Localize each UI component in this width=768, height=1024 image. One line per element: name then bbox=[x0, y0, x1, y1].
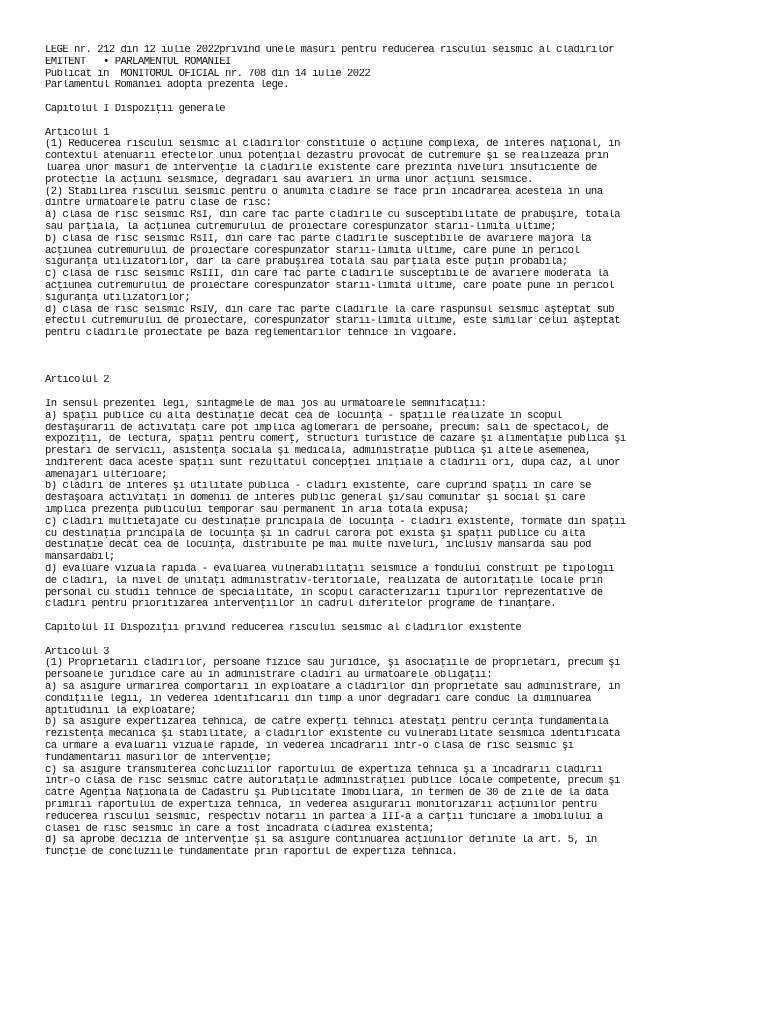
article-2 bbox=[45, 375, 745, 611]
article-1-line: siguranţa utilizatorilor; bbox=[45, 292, 191, 304]
article-3-line: d) să aprobe decizia de intervenţie şi să asigure continuarea acţiunilor definite la art. 5, în bbox=[45, 835, 597, 847]
article-2-line: c) clădiri multietajate cu destinaţie principală de locuinţă - clădiri existente, formate din spaţii bbox=[45, 516, 626, 528]
article-3-line: a) să asigure urmărirea comportării în exploatare a clădirilor din proprietate sau administrare, în bbox=[45, 682, 620, 694]
article-1-line: (1) Reducerea riscului seismic al clădirilor constituie o acţiune complexă, de interes naţional, în bbox=[45, 139, 620, 151]
article-1 bbox=[45, 128, 745, 340]
law-document bbox=[45, 45, 745, 859]
article-3-line: (1) Proprietarii clădirilor, persoane fizice sau juridice, şi asociaţiile de proprietari, precum şi bbox=[45, 658, 620, 670]
article-3-line: fundamentării măsurilor de intervenţie; bbox=[45, 752, 272, 764]
article-1-line: acţiunea cutremurului de proiectare corespunzător stării-limită ultime, care pune în pericol bbox=[45, 245, 580, 257]
article-2-line: implică prezenţa publicului temporar sau permanent în aria totală expusă; bbox=[45, 505, 469, 517]
article-1-title: Articolul 1 bbox=[45, 127, 109, 139]
article-1-line: luarea unor măsuri de intervenţie la clădirile existente care prezintă niveluri insuficiente de bbox=[45, 162, 597, 174]
article-1-line: d) clasa de risc seismic RsIV, din care fac parte clădirile la care răspunsul seismic aşteptat sub bbox=[45, 304, 615, 316]
article-2-line: de clădiri, la nivel de unităţi administrativ-teritoriale, realizată de autorităţile locale prin bbox=[45, 575, 603, 587]
article-3-line: clasei de risc seismic în care a fost încadrată clădirea existentă; bbox=[45, 823, 435, 835]
article-1-line: contextul atenuării efectelor unui potenţial dezastru provocat de cutremure şi se realizează prin bbox=[45, 151, 609, 163]
adoption-line: Parlamentul României adoptă prezenta lege. bbox=[45, 80, 289, 92]
chapter-1-title: Capitolul I Dispoziţii generale bbox=[45, 103, 226, 115]
article-2-line: indiferent dacă aceste spaţii sunt rezultatul concepţiei iniţiale a clădirii ori, după caz, al unor bbox=[45, 457, 620, 469]
article-2-line: În sensul prezentei legi, sintagmele de mai jos au următoarele semnificaţii: bbox=[45, 398, 487, 410]
article-2-line: expoziţii, de lectură, spaţii pentru comerţ, structuri turistice de cazare şi alimentaţie publică şi bbox=[45, 434, 626, 446]
article-1-line: b) clasa de risc seismic RsII, din care fac parte clădirile susceptibile de avariere majoră la bbox=[45, 233, 591, 245]
article-3-line: aptitudinii la exploatare; bbox=[45, 705, 196, 717]
article-2-title: Articolul 2 bbox=[45, 375, 109, 387]
issuer-line: EMITENT • PARLAMENTUL ROMÂNIEI bbox=[45, 56, 231, 68]
article-2-line: destinaţie decât cea de locuinţă, distribuite pe mai multe niveluri, inclusiv mansardă sau pod bbox=[45, 540, 591, 552]
article-3-line: rezistenţă mecanică şi stabilitate, a clădirilor existente cu vulnerabilitate seismică identificată bbox=[45, 729, 620, 741]
article-1-line: (2) Stabilirea riscului seismic pentru o anumită clădire se face prin încadrarea acesteia în una bbox=[45, 186, 603, 198]
article-1-line: efectul cutremurului de proiectare, corespunzător stării-limită ultime, este similar celui aşteptat bbox=[45, 316, 620, 328]
article-2-line: cu destinaţia principală de locuinţă şi în cadrul cărora pot exista şi spaţii publice cu altă bbox=[45, 528, 586, 540]
article-1-line: sau parţială, la acţiunea cutremurului de proiectare corespunzător stării-limită ultime; bbox=[45, 221, 557, 233]
article-2-line: desfăşurării de activităţi care pot implica aglomerări de persoane, precum: săli de spectacol, de bbox=[45, 422, 609, 434]
article-3-line: primirii raportului de expertiză tehnică, în vederea asigurării monitorizării acţiunilor pentru bbox=[45, 800, 597, 811]
article-1-line: acţiunea cutremurului de proiectare corespunzător stării-limită ultime, care poate pune în pericol bbox=[45, 280, 615, 292]
article-1-line: c) clasa de risc seismic RsIII, din care fac parte clădirile susceptibile de avariere moderată la bbox=[45, 269, 609, 281]
article-3-line: reducerea riscului seismic, respectiv notării în partea a III-a a cărţii funciare a imobilului a bbox=[45, 811, 603, 823]
article-3-line: condiţiile legii, în vederea identificării din timp a unor degradări care conduc la diminuarea bbox=[45, 693, 591, 705]
chapter-2-title: Capitolul II Dispoziţii privind reducerea riscului seismic al clădirilor existente bbox=[45, 623, 522, 635]
article-3 bbox=[45, 647, 745, 859]
article-1-line: dintre următoarele patru clase de risc: bbox=[45, 198, 272, 210]
article-2-line: amenajări ulterioare; bbox=[45, 469, 167, 481]
publication-line: Publicat în MONITORUL OFICIAL nr. 708 din 14 iulie 2022 bbox=[45, 68, 371, 80]
article-2-line: a) spaţii publice cu altă destinaţie decât cea de locuinţă - spaţiile realizate în scopul bbox=[45, 410, 562, 422]
article-3-line: b) să asigure expertizarea tehnică, de către experţi tehnici atestaţi pentru cerinţa fundamentală bbox=[45, 717, 609, 729]
law-title: LEGE nr. 212 din 12 iulie 2022privind unele măsuri pentru reducerea riscului seismic al clădirilor bbox=[45, 45, 615, 56]
article-3-line: funcţie de concluziile fundamentate prin raportul de expertiză tehnică. bbox=[45, 847, 458, 859]
article-2-line: b) clădiri de interes şi utilitate publică - clădiri existente, care cuprind spaţii în care se bbox=[45, 481, 591, 493]
article-1-line: siguranţa utilizatorilor, dar la care prăbuşirea totală sau parţială este puţin probabilă; bbox=[45, 257, 568, 269]
article-3-line: într-o clasă de risc seismic către autorităţile administraţiei publice locale competente, precum şi bbox=[45, 776, 620, 788]
document-header bbox=[45, 45, 745, 92]
article-2-line: desfăşoară activităţi în domenii de interes public general şi/sau comunitar şi social şi care bbox=[45, 493, 586, 505]
article-3-line: c) să asigure transmiterea concluziilor raportului de expertiză tehnică şi a încadrării clădirii bbox=[45, 764, 603, 776]
article-1-line: a) clasa de risc seismic RsI, din care fac parte clădirile cu susceptibilitate de prăbuşire, totală bbox=[45, 210, 620, 222]
article-2-line: personal cu studii tehnice de specialitate, în scopul caracterizării tipurilor reprezentative de bbox=[45, 587, 603, 599]
article-2-line: prestări de servicii, asistenţă socială şi medicală, administraţie publică şi altele asemenea, bbox=[45, 446, 591, 458]
article-3-line: ca urmare a evaluării vizuale rapide, în vederea încadrării într-o clasă de risc seismic şi bbox=[45, 741, 574, 753]
article-3-line: persoanele juridice care au în administrare clădiri au următoarele obligaţii: bbox=[45, 670, 493, 682]
article-1-line: pentru clădirile proiectate pe baza reglementărilor tehnice în vigoare. bbox=[45, 328, 458, 340]
article-1-line: protecţie la acţiuni seismice, degradări sau avarieri în urma unor acţiuni seismice. bbox=[45, 174, 533, 186]
article-3-line: către Agenţia Naţională de Cadastru şi Publicitate Imobiliară, în termen de 30 de zile de la data bbox=[45, 788, 609, 800]
article-2-line: mansardabil; bbox=[45, 552, 115, 564]
article-3-title: Articolul 3 bbox=[45, 646, 109, 658]
article-2-line: d) evaluare vizuală rapidă - evaluarea vulnerabilităţii seismice a fondului construit pe tipologii bbox=[45, 564, 615, 576]
article-2-line: clădiri pentru prioritizarea intervenţiilor în cadrul diferitelor programe de finanţare. bbox=[45, 599, 557, 611]
